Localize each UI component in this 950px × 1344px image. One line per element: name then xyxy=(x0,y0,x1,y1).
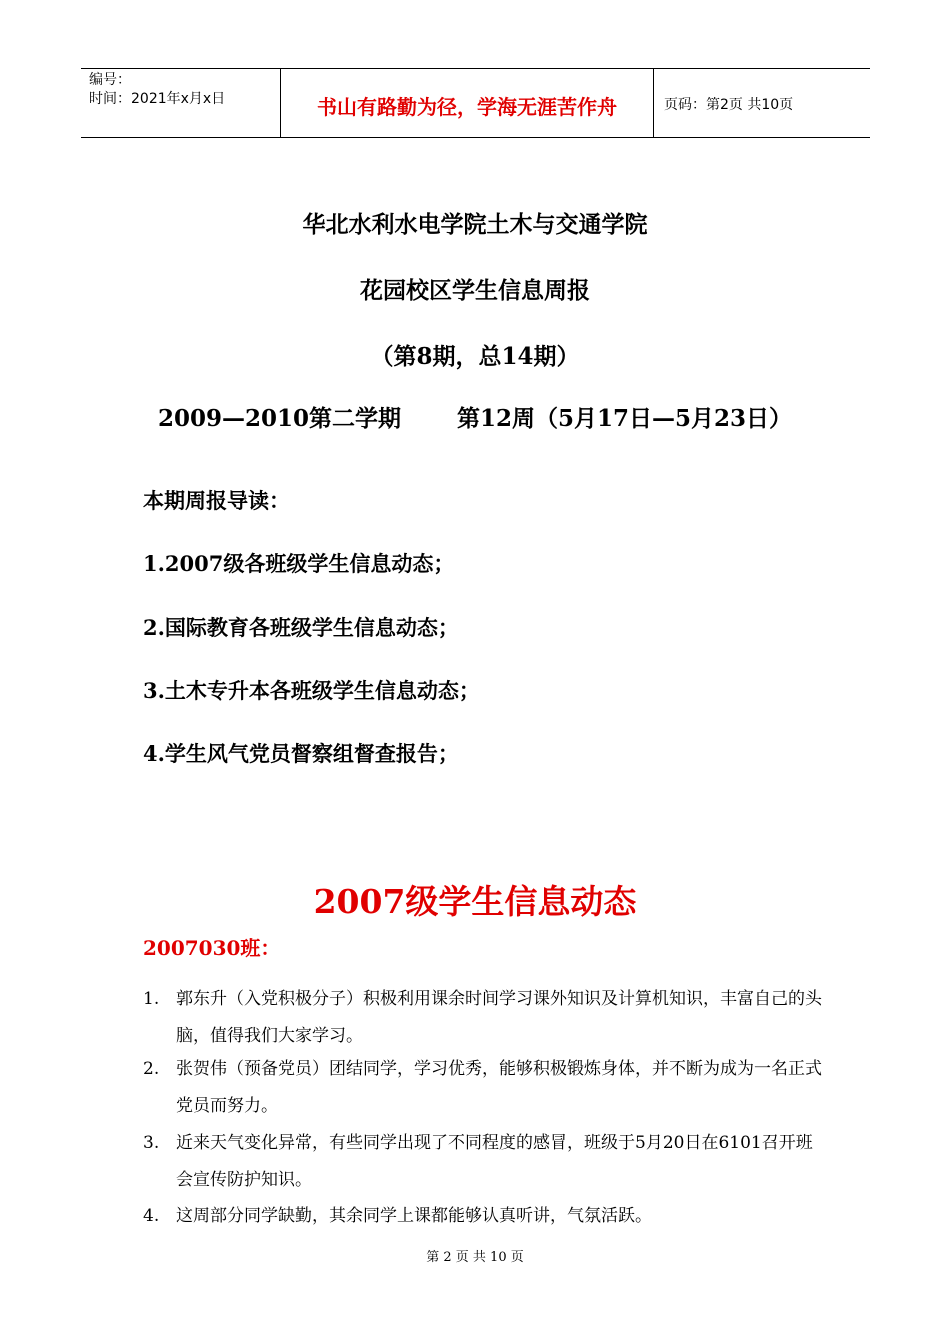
document-subtitle: 花园校区学生信息周报 xyxy=(360,277,590,304)
header-meta xyxy=(81,69,281,137)
intro-item: 2.国际教育各班级学生信息动态； xyxy=(143,615,459,640)
term-week: 2009—2010第二学期 第12周（5月17日—5月23日） xyxy=(157,405,793,432)
page-header xyxy=(81,68,870,138)
issue-number: （第8期，总14期） xyxy=(370,343,580,370)
list-item xyxy=(143,981,823,1055)
intro-heading: 本期周报导读： xyxy=(143,488,290,513)
intro-item: 3.土木专升本各班级学生信息动态； xyxy=(143,678,480,703)
list-item-number: 4. xyxy=(143,1206,160,1226)
list-item-number: 1. xyxy=(143,989,160,1009)
header-number: 编号： xyxy=(89,72,131,88)
header-motto: 书山有路勤为径，学海无涯苦作舟 xyxy=(281,69,654,137)
list-item xyxy=(143,1051,823,1125)
header-time: 时间：2021年x月x日 xyxy=(89,91,226,107)
class-heading: 2007030班： xyxy=(143,936,281,960)
list-item-text: 近来天气变化异常，有些同学出现了不同程度的感冒，班级于5月20日在6101召开班会宣传防护知识。 xyxy=(176,1133,813,1190)
intro-item: 1.2007级各班级学生信息动态； xyxy=(143,551,455,576)
list-item xyxy=(143,1125,823,1199)
list-item xyxy=(143,1198,823,1235)
section-title: 2007级学生信息动态 xyxy=(313,882,637,921)
list-item-number: 2. xyxy=(143,1059,160,1079)
intro-item: 4.学生风气党员督察组督查报告； xyxy=(143,741,459,766)
list-item-number: 3. xyxy=(143,1133,160,1153)
page-footer: 第 2 页 共 10 页 xyxy=(426,1250,524,1265)
list-item-text: 张贺伟（预备党员）团结同学，学习优秀，能够积极锻炼身体，并不断为成为一名正式党员而努力。 xyxy=(176,1059,822,1116)
document-title: 华北水利水电学院土木与交通学院 xyxy=(302,211,648,238)
header-page-info: 页码：第2页 共10页 xyxy=(664,97,794,113)
list-item-text: 郭东升（入党积极分子）积极利用课余时间学习课外知识及计算机知识，丰富自己的头脑，值得我们大家学习。 xyxy=(176,989,822,1046)
list-item-text: 这周部分同学缺勤，其余同学上课都能够认真听讲，气氛活跃。 xyxy=(176,1206,652,1226)
